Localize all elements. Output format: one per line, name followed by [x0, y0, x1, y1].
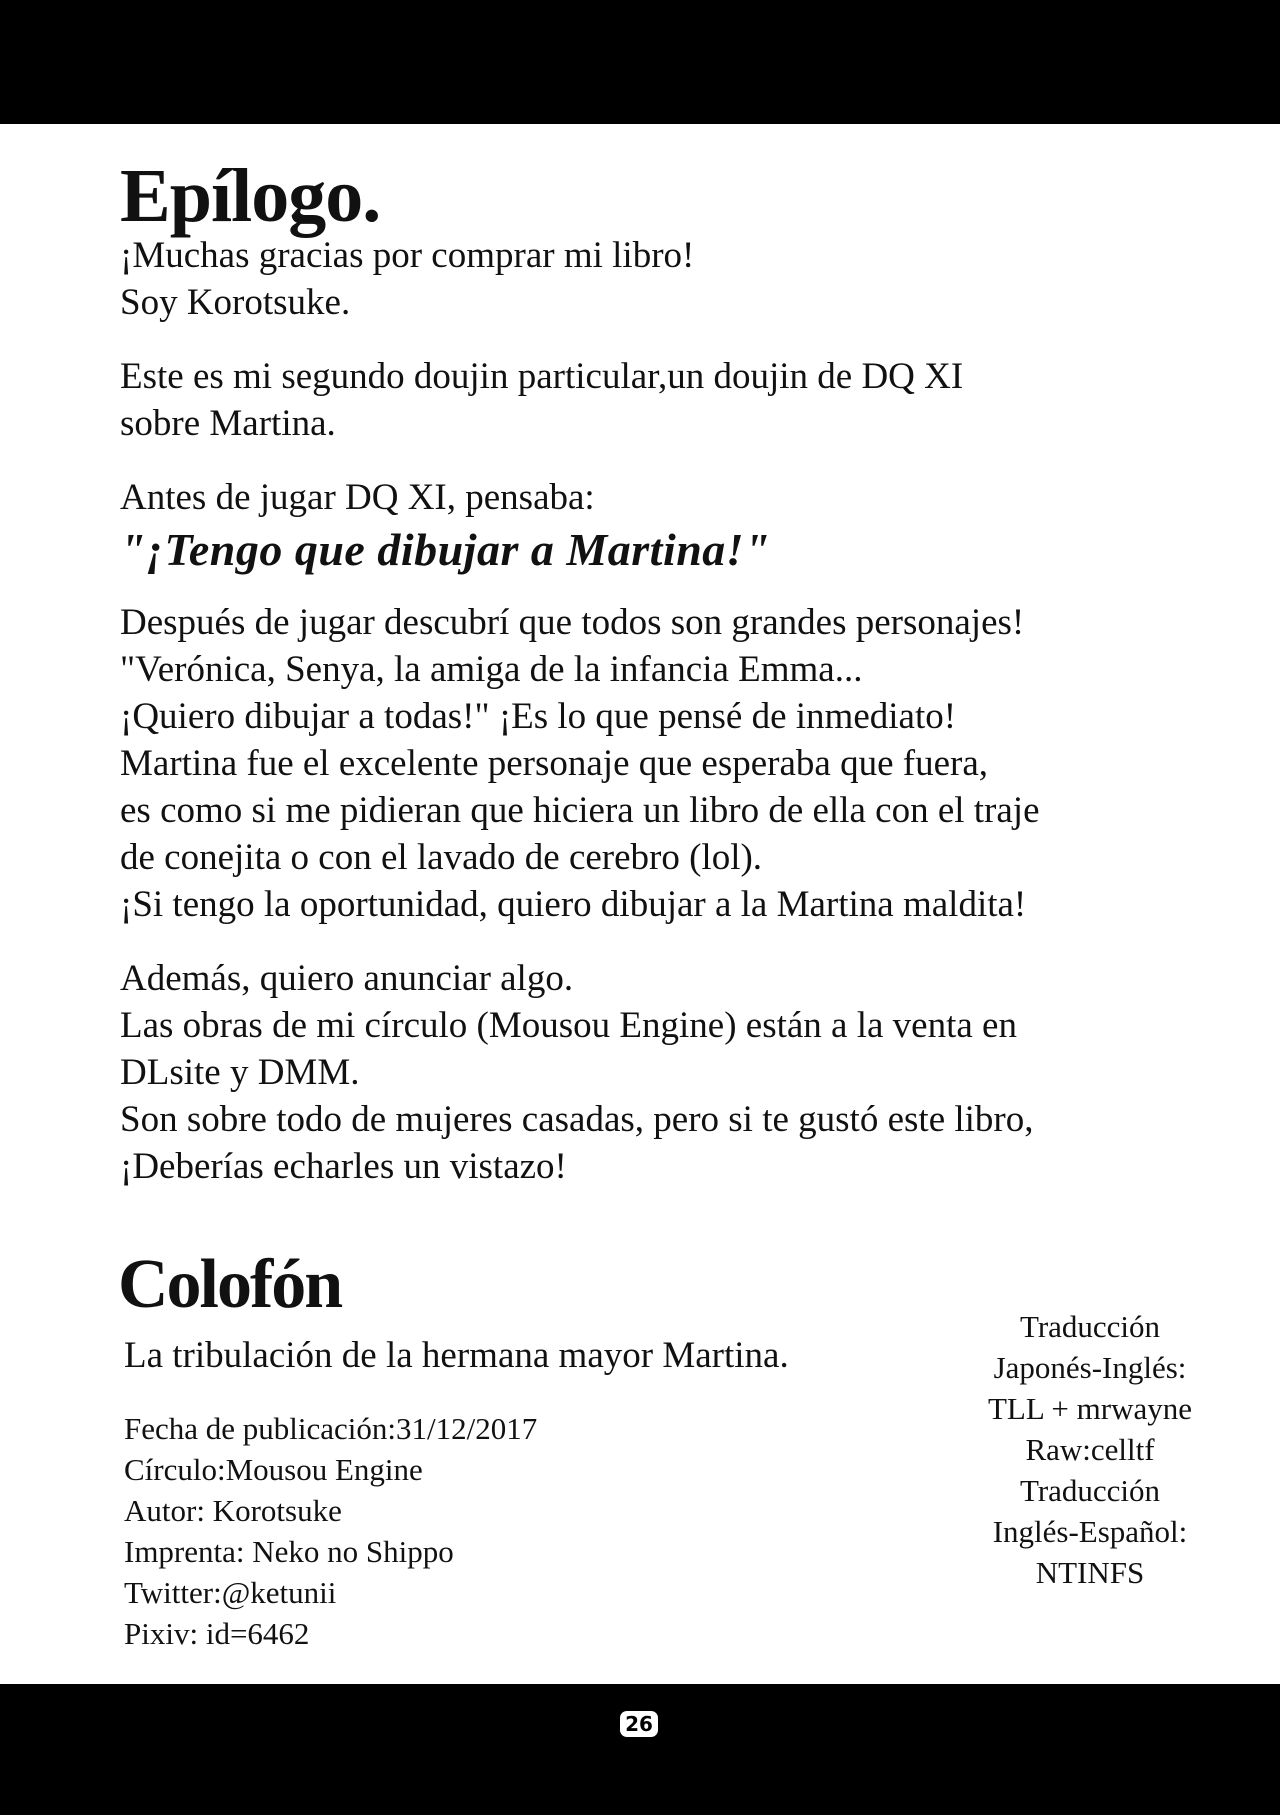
text-line: "Verónica, Senya, la amiga de la infancia Emma...	[120, 649, 863, 690]
text-line: Son sobre todo de mujeres casadas, pero si te gustó este libro,	[120, 1099, 1034, 1140]
colophon-details	[124, 1408, 537, 1654]
credit-line: Traducción	[1019, 1309, 1161, 1344]
translation-credits	[940, 1306, 1240, 1593]
credit-line: Traducción	[1019, 1473, 1161, 1508]
text-line: Soy Korotsuke.	[120, 282, 351, 323]
credit-line: TLL + mrwayne	[988, 1391, 1192, 1426]
credit-line: NTINFS	[1035, 1555, 1145, 1590]
text-line: ¡Si tengo la oportunidad, quiero dibujar a la Martina maldita!	[120, 884, 1027, 925]
credit-line: Raw:celltf	[1025, 1432, 1155, 1467]
text-line: Además, quiero anunciar algo.	[120, 958, 574, 999]
epilogue-quote: "¡Tengo que dibujar a Martina!"	[120, 524, 771, 575]
text-line: de conejita o con el lavado de cerebro (lol).	[120, 837, 763, 878]
text-line: Este es mi segundo doujin particular,un doujin de DQ XI	[120, 356, 964, 397]
epilogue-paragraph-doujin	[120, 353, 1200, 447]
credit-line: Japonés-Inglés:	[993, 1350, 1187, 1385]
pixiv-id: Pixiv: id=6462	[124, 1616, 310, 1651]
text-line: ¡Quiero dibujar a todas!" ¡Es lo que pensé de inmediato!	[120, 696, 957, 737]
text-line: es como si me pidieran que hiciera un libro de ella con el traje	[120, 790, 1040, 831]
epilogue-body	[120, 232, 1200, 1217]
text-line: Antes de jugar DQ XI, pensaba:	[120, 477, 595, 518]
printer-name: Imprenta: Neko no Shippo	[124, 1534, 454, 1569]
epilogue-paragraph-thanks	[120, 232, 1200, 326]
top-black-band	[0, 0, 1280, 124]
circle-name: Círculo:Mousou Engine	[124, 1452, 423, 1487]
epilogue-paragraph-before	[120, 474, 1200, 521]
colophon-book-title: La tribulación de la hermana mayor Martina.	[124, 1335, 789, 1376]
credit-line: Inglés-Español:	[992, 1514, 1188, 1549]
epilogue-paragraph-announcement	[120, 955, 1200, 1190]
text-line: Las obras de mi círculo (Mousou Engine) están a la venta en	[120, 1005, 1017, 1046]
text-line: Martina fue el excelente personaje que esperaba que fuera,	[120, 743, 989, 784]
text-line: Después de jugar descubrí que todos son grandes personajes!	[120, 602, 1025, 643]
author-name: Autor: Korotsuke	[124, 1493, 342, 1528]
text-line: sobre Martina.	[120, 403, 336, 444]
twitter-handle: Twitter:@ketunii	[124, 1575, 337, 1610]
text-line: ¡Deberías echarles un vistazo!	[120, 1146, 567, 1187]
bottom-black-band	[0, 1684, 1280, 1815]
publication-date: Fecha de publicación:31/12/2017	[124, 1411, 538, 1446]
text-line: DLsite y DMM.	[120, 1052, 360, 1093]
colophon-title: Colofón	[118, 1246, 342, 1323]
epilogue-title: Epílogo.	[120, 154, 381, 238]
epilogue-paragraph-after	[120, 599, 1200, 928]
page-number: 26	[620, 1711, 658, 1737]
text-line: ¡Muchas gracias por comprar mi libro!	[120, 235, 695, 276]
